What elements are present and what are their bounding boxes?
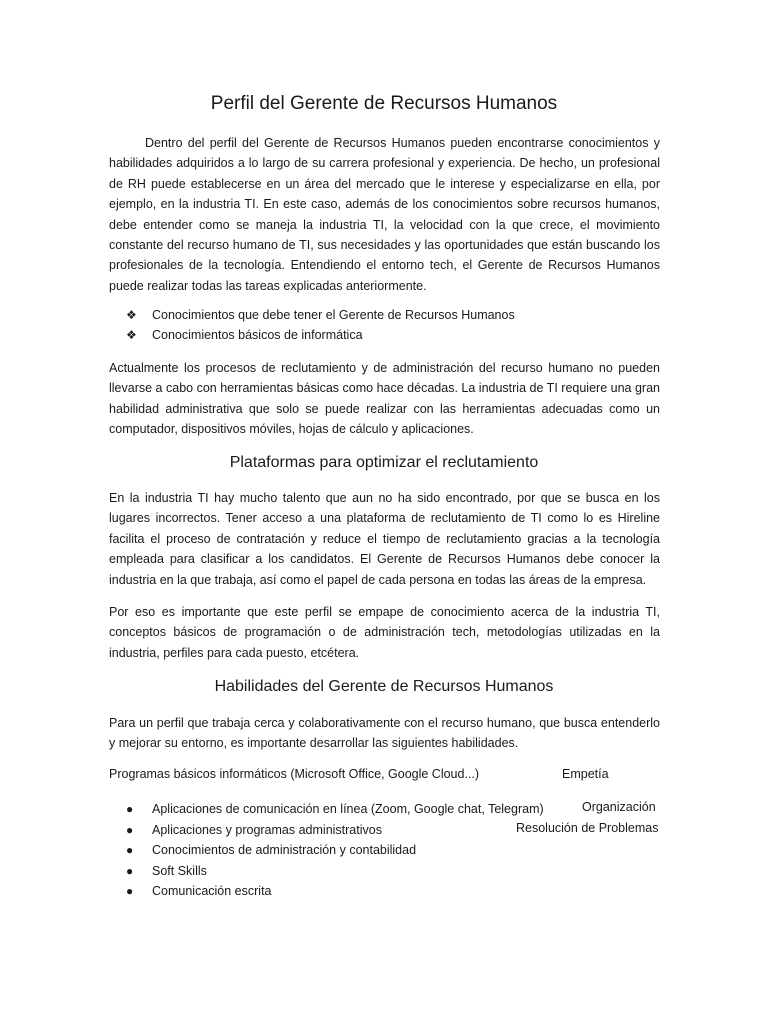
bullet-icon: ●: [126, 863, 134, 878]
document-title: Perfil del Gerente de Recursos Humanos: [210, 93, 558, 114]
skill-problem-solving: Resolución de Problemas: [516, 821, 659, 835]
document-page: Perfil del Gerente de Recursos Humanos Dentro del perfil del Gerente de Recursos Humanos pueden encontrarse conocimientos y habilidades adquiridos a lo largo de su carrera profesional y experiencia. De hecho, un profesional de RH puede establecerse en un área del mercado que le interese y especializarse en ella, por ejemplo, en la industria TI. En este caso, además de los conocimientos sobre recursos humanos, debe entender como se maneja la industria TI, la velocidad con la que crece, el movimiento constante del recurso humano de TI, sus necesidades y las oportunidades que están buscando los profesionales de la tecnología. Entendiendo el entorno tech, el Gerente de Recursos Humanos puede realizar todas las tareas explicadas anteriormente. ❖ Conocimientos que debe tener el Gerente de Recursos Humanos ❖ Conocimientos básicos de informática Actualmente los procesos de reclutamiento y de administración del recurso humano no pueden llevarse a cabo con herramientas básicas como hace décadas. La industria de TI requiere una gran habilidad administrativa que solo se puede realizar con las herramientas adecuadas como un computador, dispositivos móviles, hojas de cálculo y aplicaciones. Plataformas para optimizar el reclutamiento En la industria TI hay mucho talento que aun no ha sido encontrado, por que se busca en los lugares incorrectos. Tener acceso a una plataforma de reclutamiento de TI como lo es Hireline facilita el proceso de contratación y reduce el tiempo de reclutamiento gracias a la tecnología empleada para clasificar a los candidatos. El Gerente de Recursos Humanos debe conocer la industria en la que trabaja, así como el papel de cada persona en todas las áreas de la empresa. Por eso es importante que este perfil se empape de conocimiento acerca de la industria TI, conceptos básicos de programación o de administración tech, metodologías utilizadas en la industria, perfiles para cada puesto, etcétera. Habilidades del Gerente de Recursos Humanos Para un perfil que trabaja cerca y colaborativamente con el recurso humano, que busca entenderlo y mejorar su entorno, es importante desarrollar las siguientes habilidades. Programas básicos informáticos (Microsoft Office, Google Cloud...) Empetía ● Aplicaciones de comunicación en línea (Zoom, Google chat, Telegram) ● Aplicaciones y programas administrativos ● Conocimientos de administración y contabilidad ● Soft Skills ● Comunicación escrita Organización Resolución de Problemas: [0, 0, 768, 1024]
bullet-icon: ●: [126, 802, 134, 816]
bullet-icon: ●: [126, 843, 134, 857]
heading-skills: Habilidades del Gerente de Recursos Humanos: [214, 678, 554, 695]
diamond-bullet-icon: ❖: [126, 328, 137, 343]
skill-empathy: Empetía: [562, 767, 609, 781]
platforms-paragraph-1: En la industria TI hay mucho talento que aun no ha sido encontrado, por que se busca en los lugares incorrectos. Tener acceso a una plataforma de reclutamiento de TI como lo es Hireline facilita el proceso de contratación y reduce el tiempo de reclutamiento gracias a la tecnología empleada para clasificar a los candidatos. El Gerente de Recursos Humanos debe conocer la industria en la que trabaja, así como el papel de cada persona en todas las áreas de la empresa.: [109, 491, 660, 587]
bullet-icon: ●: [126, 822, 134, 837]
intro-paragraph: Dentro del perfil del Gerente de Recursos Humanos pueden encontrarse conocimientos y habilidades adquiridos a lo largo de su carrera profesional y experiencia. De hecho, un profesional de RH puede establecerse en un área del mercado que le interese y especializarse en ella, por ejemplo, en la industria TI. En este caso, además de los conocimientos sobre recursos humanos, debe entender como se maneja la industria TI, la velocidad con la que crece, el movimiento constante del recurso humano de TI, sus necesidades y las oportunidades que están buscando los profesionales de la tecnología. Entendiendo el entorno tech, el Gerente de Recursos Humanos puede realizar todas las tareas explicadas anteriormente.: [109, 136, 660, 293]
diamond-bullet-icon: ❖: [126, 308, 137, 322]
bullet-icon: ●: [126, 884, 134, 898]
skill-organization: Organización: [582, 800, 656, 814]
programs-label: Programas básicos informáticos (Microsoft Office, Google Cloud...): [109, 767, 480, 781]
platforms-paragraph-2: Por eso es importante que este perfil se empape de conocimiento acerca de la industria TI, conceptos básicos de programación o de administración tech, metodologías utilizadas en la industria, perfiles para cada puesto, etcétera.: [109, 605, 660, 660]
skills-paragraph: Para un perfil que trabaja cerca y colaborativamente con el recurso humano, que busca entenderlo y mejorar su entorno, es importante desarrollar las siguientes habilidades.: [109, 716, 660, 751]
processes-paragraph: Actualmente los procesos de reclutamiento y de administración del recurso humano no pueden llevarse a cabo con herramientas básicas como hace décadas. La industria de TI requiere una gran habilidad administrativa que solo se puede realizar con las herramientas adecuadas como un computador, dispositivos móviles, hojas de cálculo y aplicaciones.: [109, 361, 660, 437]
heading-platforms: Plataformas para optimizar el reclutamiento: [229, 454, 539, 471]
